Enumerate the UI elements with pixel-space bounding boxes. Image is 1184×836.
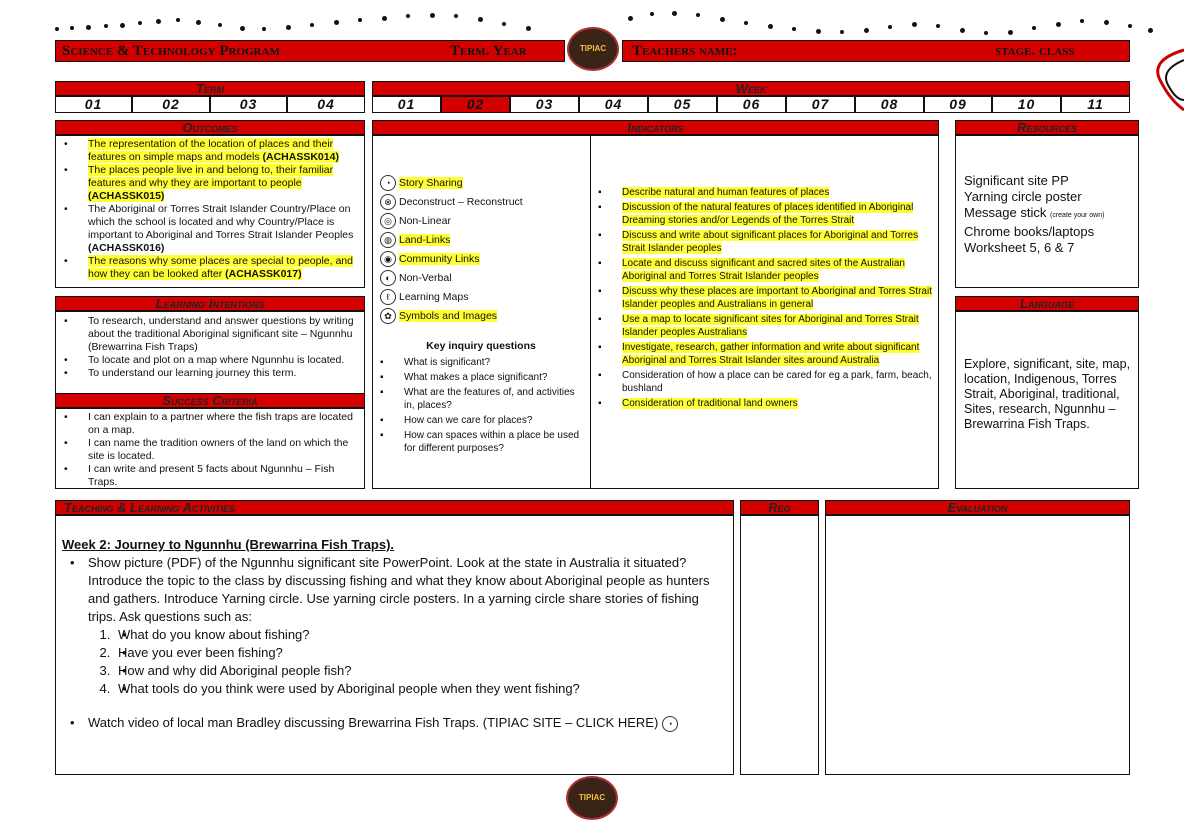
key-question: ▪ How can spaces within a place be used for different purposes? — [374, 429, 586, 455]
learning-intention-item: • To understand our learning journey this term. — [56, 367, 362, 380]
outcomes-list — [56, 138, 362, 281]
language-header: Language — [955, 296, 1139, 311]
week-title: Week 2: Journey to Ngunnhu (Brewarrina Fish Traps). — [62, 537, 395, 552]
week-cell: 11 — [1061, 96, 1130, 113]
outcomes-header: Outcomes — [55, 120, 365, 135]
week-cell: 03 — [510, 96, 579, 113]
tipiac-logo — [567, 27, 619, 71]
way-item: ✿ Symbols and Images — [380, 307, 585, 326]
key-questions-box — [374, 356, 586, 455]
term-year-label: Term. Year — [450, 43, 527, 59]
indicator-item: ▪ Consideration of how a place can be cared for eg a park, farm, beach, bushland — [592, 369, 937, 395]
community-links-icon: ◉ — [380, 251, 396, 267]
activity-item — [62, 714, 723, 732]
way-item: ◐ Non-Verbal — [380, 269, 585, 288]
success-criteria-item: • I can explain to a partner where the fish traps are located on a map. — [56, 411, 362, 437]
teachers-name-label: Teachers name: — [632, 43, 738, 59]
outcome-item: • The Aboriginal or Torres Strait Islander Country/Place on which the school is located and why Country/Place is important to Aboriginal and Torres Strait Islander Peoples (ACHASSK016) — [56, 203, 362, 255]
resource-item: Yarning circle poster — [964, 189, 1082, 204]
term-header: Term — [55, 81, 365, 96]
week-header: Week — [372, 81, 1130, 96]
activities-header — [55, 500, 734, 515]
success-criteria-header: Success Criteria — [55, 393, 365, 408]
indicator-item: ▪ Use a map to locate significant sites for Aboriginal and Torres Strait Islander peoples Australians — [592, 313, 937, 339]
week-cell: 01 — [372, 96, 441, 113]
learning-intentions-box — [55, 311, 365, 394]
evaluation-header: Evaluation — [825, 500, 1130, 515]
fishing-question: • 3. How and why did Aboriginal people fish? — [114, 662, 723, 680]
way-item: ℓ Learning Maps — [380, 288, 585, 307]
learning-intentions-header: Learning Intentions — [55, 296, 365, 311]
week-cell: 10 — [992, 96, 1061, 113]
indicator-item: ▪ Discussion of the natural features of places identified in Aboriginal Dreaming stories and/or Legends of the Torres Strait — [592, 201, 937, 227]
resource-item: Significant site PP — [964, 173, 1069, 188]
success-criteria-box — [55, 408, 365, 489]
week-cell-current: 02 — [441, 96, 510, 113]
resource-item: Worksheet 5, 6 & 7 — [964, 240, 1075, 255]
key-question: ▪ How can we care for places? — [374, 414, 586, 427]
indicators-divider — [590, 135, 591, 489]
story-sharing-icon: ◔ — [662, 716, 678, 732]
week-cell: 09 — [924, 96, 992, 113]
success-criteria-item: • I can write and present 5 facts about Ngunnhu – Fish Traps. — [56, 463, 362, 489]
activities-header-label: Teaching & Learning Activities — [64, 500, 236, 515]
program-title: Science & Technology Program — [62, 43, 280, 59]
week-cells — [372, 96, 1130, 113]
reg-box — [740, 515, 819, 775]
key-questions-title: Key inquiry questions — [426, 340, 536, 352]
indicators-header: Indicators — [372, 120, 939, 135]
key-question: ▪ What makes a place significant? — [374, 371, 586, 384]
term-cells — [55, 96, 365, 113]
stage-class-label: stage. class — [995, 43, 1075, 59]
week-cell: 06 — [717, 96, 786, 113]
land-links-icon: ◍ — [380, 232, 396, 248]
activity-item: • Show picture (PDF) of the Ngunnhu significant site PowerPoint. Look at the state in Australia it situated? Introduce the topic to the class by discussing fishing and what they know about Aboriginal people as hunters and gathers. Introduce Yarning circle. Use yarning circle posters. In a yarning circle share stories of fishing trips. Ask questions such as: • 1. What do you know about fishing? • 2. Have you ever been fishing? • 3. How and why did Aboriginal people fish? • 4. What tools do you think were used by Aboriginal people when they went fishing? — [62, 554, 723, 698]
way-item: ◎ Non-Linear — [380, 212, 585, 231]
term-cell: 02 — [132, 96, 210, 113]
term-cell: 04 — [287, 96, 365, 113]
resource-item: Chrome books/laptops — [964, 224, 1095, 239]
reg-header: Reg — [740, 500, 819, 515]
key-question: ▪ What is significant? — [374, 356, 586, 369]
week-cell: 07 — [786, 96, 855, 113]
learning-maps-icon: ℓ — [380, 289, 396, 305]
tipiac-logo-footer — [566, 776, 618, 820]
activities-box — [55, 515, 734, 775]
fishing-question: • 1. What do you know about fishing? — [114, 626, 723, 644]
indicator-items-box — [592, 186, 937, 410]
symbols-images-icon: ✿ — [380, 308, 396, 324]
week-cell: 08 — [855, 96, 924, 113]
non-verbal-icon: ◐ — [380, 270, 396, 286]
non-linear-icon: ◎ — [380, 213, 396, 229]
term-cell: 01 — [55, 96, 132, 113]
learning-intention-item: • To research, understand and answer questions by writing about the traditional Aboriginal significant site – Ngunnhu (Brewarrina Fish Traps) — [56, 315, 362, 354]
week-cell: 05 — [648, 96, 717, 113]
video-link-text[interactable]: Watch video of local man Bradley discussing Brewarrina Fish Traps. (TIPIAC SITE – CLICK HERE) — [88, 715, 659, 730]
outcome-item: • The representation of the location of places and their features on simple maps and models (ACHASSK014) — [56, 138, 362, 164]
way-item: ◔ Story Sharing — [380, 174, 585, 193]
evaluation-box — [825, 515, 1130, 775]
learning-intentions-list — [56, 315, 362, 380]
way-item: ◍ Land-Links — [380, 231, 585, 250]
activities-list — [62, 554, 723, 732]
decorative-swirl — [1130, 40, 1184, 120]
way-item: ⊗ Deconstruct – Reconstruct — [380, 193, 585, 212]
indicator-list — [592, 186, 937, 410]
deconstruct-icon: ⊗ — [380, 194, 396, 210]
story-sharing-icon: ◔ — [380, 175, 396, 191]
resources-box — [955, 135, 1139, 288]
learning-intention-item: • To locate and plot on a map where Ngunnhu is located. — [56, 354, 362, 367]
fishing-questions-list — [88, 626, 723, 698]
indicator-item: ▪ Discuss why these places are important to Aboriginal and Torres Strait Islander peoples and Australians in general — [592, 285, 937, 311]
language-box — [955, 311, 1139, 489]
week-cell: 04 — [579, 96, 648, 113]
logo-text: TIPIAC — [579, 44, 607, 53]
indicator-item: ▪ Consideration of traditional land owners — [592, 397, 937, 410]
fishing-question: • 2. Have you ever been fishing? — [114, 644, 723, 662]
key-questions-list — [374, 356, 586, 455]
term-cell: 03 — [210, 96, 287, 113]
outcome-item: • The places people live in and belong to, their familiar features and why they are important to people (ACHASSK015) — [56, 164, 362, 203]
indicator-item: ▪ Investigate, research, gather information and write about significant Aboriginal and Torres Strait Islander sites around Australia — [592, 341, 937, 367]
resource-note: (create your own) — [1050, 212, 1105, 219]
fishing-question: • 4. What tools do you think were used by Aboriginal people when they went fishing? — [114, 680, 723, 698]
resource-item: Message stick (create your own) — [964, 205, 1105, 220]
logo-text: TIPIAC — [578, 793, 606, 802]
ways-of-learning-list — [380, 174, 585, 326]
key-question: ▪ What are the features of, and activities in, places? — [374, 386, 586, 412]
resources-header: Resources — [955, 120, 1139, 135]
success-criteria-list — [56, 411, 362, 489]
success-criteria-item: • I can name the tradition owners of the land on which the site is located. — [56, 437, 362, 463]
language-text: Explore, significant, site, map, location, Indigenous, Torres Strait, Aboriginal, traditional, Sites, research, Ngunnhu – Brewarrina Fish Traps. — [964, 357, 1131, 431]
indicator-item: ▪ Describe natural and human features of places — [592, 186, 937, 199]
way-item: ◉ Community Links — [380, 250, 585, 269]
indicator-item: ▪ Locate and discuss significant and sacred sites of the Australian Aboriginal and Torres Strait Islander peoples — [592, 257, 937, 283]
indicator-item: ▪ Discuss and write about significant places for Aboriginal and Torres Strait Islander peoples — [592, 229, 937, 255]
outcomes-box — [55, 135, 365, 288]
outcome-item: • The reasons why some places are special to people, and how they can be looked after (ACHASSK017) — [56, 255, 362, 281]
